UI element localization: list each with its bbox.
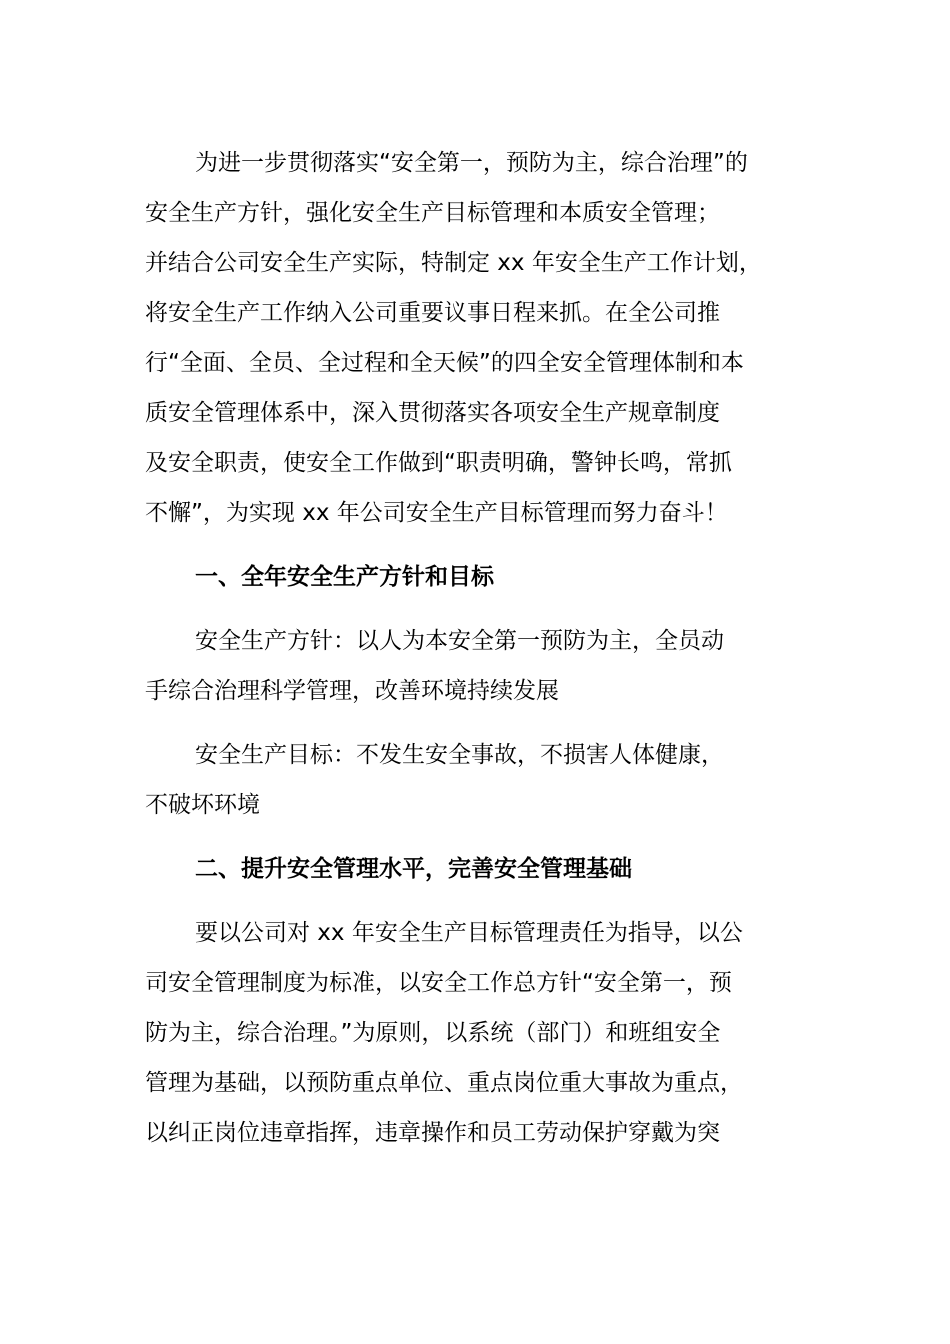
paragraph-management (145, 908, 825, 1158)
section-heading-2 (145, 844, 825, 894)
text-line: 及安全职责，使安全工作做到“职责明确，警钟长鸣，常抓 (145, 450, 732, 476)
paragraph-policy (145, 616, 825, 716)
text-line: 要以公司对 xx 年安全生产目标管理责任为指导，以公 (195, 920, 743, 946)
heading-text: 一、全年安全生产方针和目标 (195, 564, 494, 590)
text-line: 不懈”，为实现 xx 年公司安全生产目标管理而努力奋斗！ (145, 500, 728, 526)
text-line: 将安全生产工作纳入公司重要议事日程来抓。在全公司推 (145, 300, 720, 326)
text-line: 以纠正岗位违章指挥，违章操作和员工劳动保护穿戴为突 (145, 1120, 720, 1146)
text-line: 为进一步贯彻落实“安全第一，预防为主，综合治理”的 (195, 150, 748, 176)
text-line: 手综合治理科学管理，改善环境持续发展 (145, 678, 559, 704)
text-line: 行“全面、全员、全过程和全天候”的四全安全管理体制和本 (145, 350, 744, 376)
text-line: 防为主，综合治理。”为原则，以系统（部门）和班组安全 (145, 1020, 721, 1046)
heading-text: 二、提升安全管理水平，完善安全管理基础 (195, 856, 632, 882)
text-line: 不破坏环境 (145, 792, 260, 818)
text-line: 管理为基础，以预防重点单位、重点岗位重大事故为重点， (145, 1070, 743, 1096)
text-line: 并结合公司安全生产实际，特制定 xx 年安全生产工作计划， (145, 250, 762, 276)
text-line: 安全生产目标：不发生安全事故，不损害人体健康， (195, 742, 724, 768)
section-heading-1 (145, 552, 825, 602)
text-line: 安全生产方针，强化安全生产目标管理和本质安全管理； (145, 200, 720, 226)
document-body (145, 138, 825, 1158)
text-line: 质安全管理体系中，深入贯彻落实各项安全生产规章制度 (145, 400, 720, 426)
paragraph-goal (145, 730, 825, 830)
paragraph-intro (145, 138, 825, 538)
text-line: 安全生产方针：以人为本安全第一预防为主，全员动 (195, 628, 724, 654)
text-line: 司安全管理制度为标准，以安全工作总方针“安全第一，预 (145, 970, 732, 996)
